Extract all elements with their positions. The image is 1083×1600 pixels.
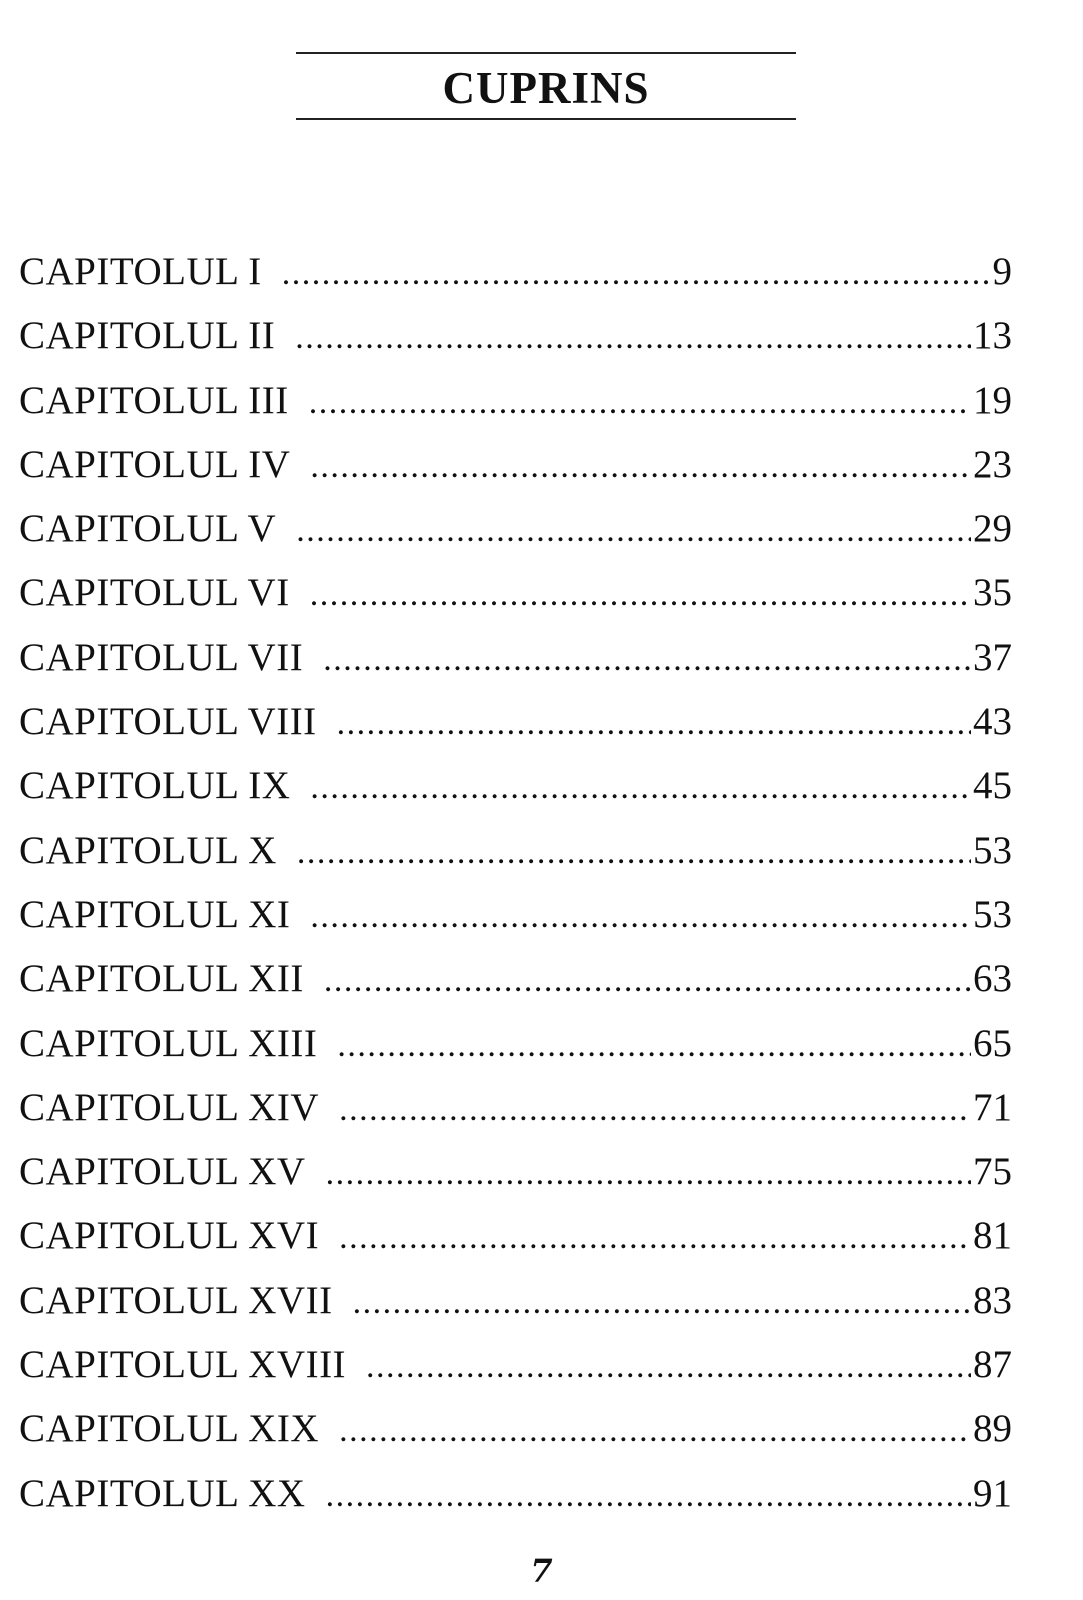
toc-entry-page: 65	[973, 1021, 1012, 1065]
toc-entry[interactable]	[19, 571, 1012, 635]
dot-leader	[310, 895, 971, 939]
toc-entry[interactable]	[19, 893, 1012, 957]
toc-entry[interactable]	[19, 379, 1012, 443]
dot-leader	[366, 1345, 971, 1389]
dot-leader	[353, 1281, 971, 1325]
toc-entry[interactable]	[19, 443, 1012, 507]
dot-leader	[323, 638, 971, 682]
toc-entry-page: 29	[973, 507, 1012, 551]
title-rule-bottom	[296, 118, 796, 120]
toc-entry-label: CAPITOLUL XVI	[19, 1214, 320, 1258]
toc-entry-page: 35	[973, 571, 1012, 615]
toc-entry[interactable]	[19, 764, 1012, 828]
toc-entry-page: 53	[973, 828, 1012, 872]
toc-entry-label: CAPITOLUL VIII	[19, 700, 317, 744]
toc-entry-label: CAPITOLUL XV	[19, 1150, 306, 1194]
toc-entry-page: 71	[973, 1085, 1012, 1129]
dot-leader	[337, 1024, 971, 1068]
toc-entry-page: 83	[973, 1278, 1012, 1322]
toc-entry-label: CAPITOLUL VII	[19, 635, 304, 679]
toc-entry-label: CAPITOLUL X	[19, 828, 277, 872]
dot-leader	[339, 1216, 971, 1260]
toc-entry-label: CAPITOLUL IV	[19, 442, 291, 486]
toc-entry-page: 63	[973, 957, 1012, 1001]
toc-entry-page: 89	[973, 1407, 1012, 1451]
dot-leader	[282, 252, 991, 296]
dot-leader	[296, 509, 971, 553]
toc-entry[interactable]	[19, 250, 1012, 314]
dot-leader	[339, 1409, 971, 1453]
dot-leader	[295, 316, 971, 360]
toc-entry-label: CAPITOLUL I	[19, 250, 262, 293]
toc-entry-page: 87	[973, 1343, 1012, 1387]
title-rule-top	[296, 52, 796, 54]
toc-entry-label: CAPITOLUL XII	[19, 957, 304, 1001]
toc-entry-label: CAPITOLUL XIII	[19, 1021, 318, 1065]
toc-entry-label: CAPITOLUL III	[19, 378, 289, 422]
toc-entry-page: 13	[973, 314, 1012, 358]
dot-leader	[310, 573, 971, 617]
dot-leader	[297, 831, 971, 875]
toc-entry-page: 45	[973, 764, 1012, 808]
toc-entry[interactable]	[19, 636, 1012, 700]
toc-entry-label: CAPITOLUL IX	[19, 764, 291, 808]
toc-entry-page: 53	[973, 892, 1012, 936]
dot-leader	[310, 445, 971, 489]
toc-entry-page: 19	[973, 378, 1012, 422]
toc-entry-page: 91	[973, 1471, 1012, 1515]
dot-leader	[337, 702, 971, 746]
toc-entry-page: 81	[973, 1214, 1012, 1258]
dot-leader	[310, 766, 971, 810]
title-block	[296, 52, 796, 122]
toc-entry[interactable]	[19, 1022, 1012, 1086]
toc-entry-label: CAPITOLUL II	[19, 314, 276, 358]
toc-entry[interactable]	[19, 1150, 1012, 1214]
dot-leader	[339, 1088, 971, 1132]
toc-entry-page: 43	[973, 700, 1012, 744]
dot-leader	[324, 959, 971, 1003]
dot-leader	[326, 1474, 971, 1518]
toc-entry-label: CAPITOLUL V	[19, 507, 277, 551]
toc-entry-page: 9	[992, 250, 1012, 293]
toc-entry[interactable]	[19, 957, 1012, 1021]
toc-entry-label: CAPITOLUL VI	[19, 571, 290, 615]
toc-entry-label: CAPITOLUL XIV	[19, 1085, 320, 1129]
toc-entry-page: 37	[973, 635, 1012, 679]
page-number: 7	[530, 1552, 553, 1590]
dot-leader	[326, 1152, 971, 1196]
toc-entry[interactable]	[19, 1472, 1012, 1536]
toc-entry-label: CAPITOLUL XI	[19, 892, 291, 936]
toc-entry[interactable]	[19, 1279, 1012, 1343]
toc-entry-label: CAPITOLUL XVIII	[19, 1343, 347, 1387]
toc-entry[interactable]	[19, 1407, 1012, 1471]
toc-entry[interactable]	[19, 1343, 1012, 1407]
toc-entry-page: 23	[973, 442, 1012, 486]
toc-entry-label: CAPITOLUL XX	[19, 1471, 306, 1515]
toc-entry-label: CAPITOLUL XIX	[19, 1407, 320, 1451]
toc-entry[interactable]	[19, 1086, 1012, 1150]
table-of-contents	[19, 250, 1012, 1536]
toc-entry[interactable]	[19, 507, 1012, 571]
toc-entry[interactable]	[19, 314, 1012, 378]
toc-entry[interactable]	[19, 700, 1012, 764]
page-title: CUPRINS	[442, 63, 650, 113]
dot-leader	[309, 381, 971, 425]
toc-entry[interactable]	[19, 829, 1012, 893]
toc-entry-label: CAPITOLUL XVII	[19, 1278, 333, 1322]
toc-entry-page: 75	[973, 1150, 1012, 1194]
toc-entry[interactable]	[19, 1214, 1012, 1278]
